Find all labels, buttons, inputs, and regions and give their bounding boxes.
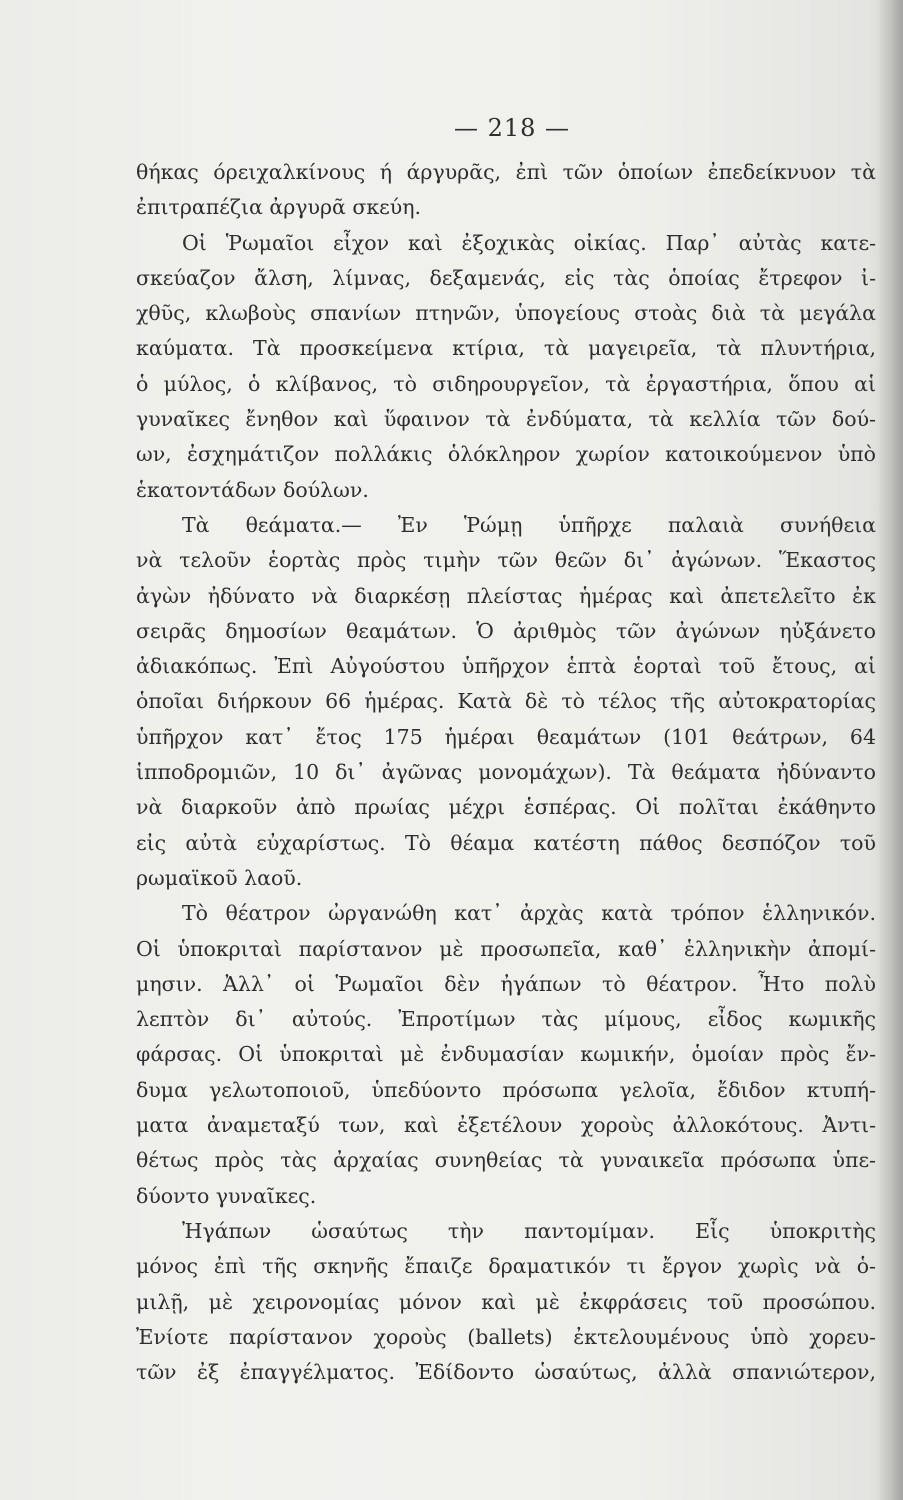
- text-line: ἑκατοντάδων δούλων.: [136, 477, 369, 502]
- text-line: ἱπποδρομιῶν, 10 δι᾽ ἀγῶνας μονομάχων). Τὰ θεάματα ἠδύναντο: [136, 760, 876, 785]
- text-line: νὰ τελοῦν ἑορτὰς πρὸς τιμὴν τῶν θεῶν δι᾽ ἀγώνων. Ἕκαστος: [136, 548, 876, 573]
- text-line: μησιν. Ἀλλ᾽ οἱ Ῥωμαῖοι δὲν ἠγάπων τὸ θέατρον. Ἦτο πολὺ: [136, 971, 876, 996]
- text-line: δυμα γελωτοποιοῦ, ὑπεδύοντο πρόσωπα γελοῖα, ἔδιδον κτυπή-: [136, 1077, 876, 1102]
- text-line: Ἐνίοτε παρίστανον χοροὺς (ballets) ἐκτελουμένους ὑπὸ χορευ-: [136, 1324, 876, 1349]
- text-line: σκεύαζον ἄλση, λίμνας, δεξαμενάς, εἰς τὰς ὁποίας ἔτρεφον ἰ-: [136, 265, 876, 290]
- text-line: καύματα. Τὰ προσκείμενα κτίρια, τὰ μαγειρεῖα, τὰ πλυντήρια,: [136, 336, 876, 361]
- text-line: δύοντο γυναῖκες.: [136, 1183, 317, 1208]
- text-line: ὁ μύλος, ὁ κλίβανος, τὸ σιδηρουργεῖον, τὰ ἐργαστήρια, ὅπου αἱ: [136, 371, 876, 396]
- text-line: Οἱ Ῥωμαῖοι εἶχον καὶ ἐξοχικὰς οἰκίας. Παρ᾽ αὐτὰς κατε-: [182, 230, 876, 255]
- text-line: μόνος ἐπὶ τῆς σκηνῆς ἔπαιζε δραματικόν τι ἔργον χωρὶς νὰ ὁ-: [136, 1254, 876, 1279]
- text-line: ἀγὼν ἠδύνατο νὰ διαρκέσῃ πλείστας ἡμέρας καὶ ἀπετελεῖτο ἐκ: [136, 583, 876, 608]
- text-line: νὰ διαρκοῦν ἀπὸ πρωίας μέχρι ἑσπέρας. Οἱ πολῖται ἐκάθηντο: [136, 795, 876, 820]
- text-line: τῶν ἐξ ἐπαγγέλματος. Ἐδίδοντο ὡσαύτως, ἀλλὰ σπανιώτερον,: [136, 1360, 876, 1385]
- text-line: ὁποῖαι διήρκουν 66 ἡμέρας. Κατὰ δὲ τὸ τέλος τῆς αὐτοκρατορίας: [136, 689, 876, 714]
- text-line: χθῦς, κλωβοὺς σπανίων πτηνῶν, ὑπογείους στοὰς διὰ τὰ μεγάλα: [136, 301, 876, 326]
- body-text: [136, 155, 876, 1390]
- text-line: θέτως πρὸς τὰς ἀρχαίας συνηθείας τὰ γυναικεῖα πρόσωπα ὑπε-: [136, 1148, 876, 1173]
- text-line: Ἠγάπων ὡσαύτως τὴν παντομίμαν. Εἷς ὑποκριτὴς: [182, 1218, 876, 1243]
- text-line: εἰς αὐτὰ εὐχαρίστως. Τὸ θέαμα κατέστη πάθος δεσπόζον τοῦ: [136, 830, 876, 855]
- page-edge-shadow: [877, 0, 903, 1500]
- text-line: ματα ἀναμεταξύ των, καὶ ἐξετέλουν χοροὺς ἀλλοκότους. Ἀντι-: [136, 1113, 876, 1138]
- text-line: Τὰ θεάματα.— Ἐν Ῥώμῃ ὑπῆρχε παλαιὰ συνήθεια: [182, 512, 876, 537]
- text-line: Τὸ θέατρον ὠργανώθη κατ᾽ ἀρχὰς κατὰ τρόπον ἑλληνικόν.: [182, 901, 876, 926]
- text-line: σειρᾶς δημοσίων θεαμάτων. Ὁ ἀριθμὸς τῶν ἀγώνων ηὐξάνετο: [136, 618, 876, 643]
- text-line: Οἱ ὑποκριταὶ παρίστανον μὲ προσωπεῖα, καθ᾽ ἑλληνικὴν ἀπομί-: [136, 936, 876, 961]
- text-line: θήκας όρειχαλκίνους ή άργυρᾶς, ἐπὶ τῶν ὁποίων ἐπεδείκνυον τὰ: [136, 160, 876, 184]
- text-line: ρωμαϊκοῦ λαοῦ.: [136, 865, 303, 890]
- text-line: ἀδιακόπως. Ἐπὶ Αὐγούστου ὑπῆρχον ἑπτὰ ἑορταὶ τοῦ ἔτους, αἱ: [136, 654, 876, 679]
- text-line: μιλῇ, μὲ χειρονομίας μόνον καὶ μὲ ἐκφράσεις τοῦ προσώπου.: [136, 1289, 876, 1314]
- text-line: ἐπιτραπέζια ἀργυρᾶ σκεύη.: [136, 195, 422, 220]
- text-line: ων, ἐσχημάτιζον πολλάκις ὁλόκληρον χωρίον κατοικούμενον ὑπὸ: [136, 442, 876, 467]
- page-number: — 218 —: [453, 114, 571, 142]
- text-line: ὑπῆρχον κατ᾽ ἔτος 175 ἡμέραι θεαμάτων (101 θεάτρων, 64: [136, 724, 876, 749]
- text-line: λεπτὸν δι᾽ αὐτούς. Ἐπροτίμων τὰς μίμους, εἶδος κωμικῆς: [136, 1007, 876, 1032]
- text-line: γυναῖκες ἔνηθον καὶ ὕφαινον τὰ ἐνδύματα, τὰ κελλία τῶν δού-: [136, 407, 876, 432]
- text-line: φάρσας. Οἱ ὑποκριταὶ μὲ ἐνδυμασίαν κωμικήν, ὁμοίαν πρὸς ἔν-: [136, 1042, 876, 1067]
